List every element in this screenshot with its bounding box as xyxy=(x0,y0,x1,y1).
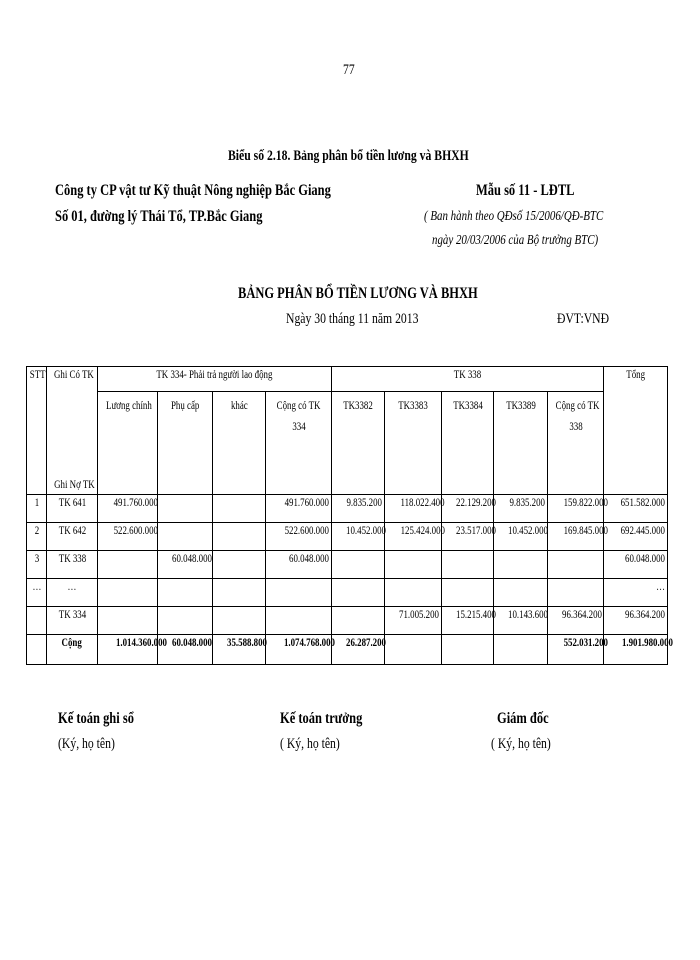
document-date: Ngày 30 tháng 11 năm 2013 xyxy=(286,311,419,327)
header-ghi-co: Ghi Có TK xyxy=(53,367,94,381)
table-row: TK 334 71.005.200 15.215.400 10.143.600 96.364.200 96.364.200 xyxy=(27,607,668,635)
header-stt: STT xyxy=(27,367,47,495)
header-group-338: TK 338 xyxy=(332,367,604,392)
header-phu-cap: Phụ cấp xyxy=(158,392,213,495)
signature-role-accountant: Kế toán ghi sổ xyxy=(58,710,134,727)
allocation-table xyxy=(26,366,674,665)
header-tk3389: TK3389 xyxy=(494,392,548,495)
table-row: 1 TK 641 491.760.000 491.760.000 9.835.200 118.022.400 22.129.200 9.835.200 159.822.000 651.582.000 xyxy=(27,495,668,523)
table-row: 3 TK 338 60.048.000 60.048.000 60.048.000 xyxy=(27,551,668,579)
signature-note-chief-accountant: ( Ký, họ tên) xyxy=(280,736,340,752)
header-group-334: TK 334- Phải trả người lao động xyxy=(98,367,332,392)
table-row: 2 TK 642 522.600.000 522.600.000 10.452.000 125.424.000 23.517.000 10.452.000 169.845.000 692.445.000 xyxy=(27,523,668,551)
header-khac: khác xyxy=(213,392,266,495)
template-note-line1: ( Ban hành theo QĐsố 15/2006/QĐ-BTC xyxy=(424,209,604,224)
signature-note-director: ( Ký, họ tên) xyxy=(491,736,551,752)
header-ghi-no: Ghi Nợ TK xyxy=(54,477,95,491)
header-tk3383: TK3383 xyxy=(385,392,442,495)
table-row: … … … xyxy=(27,579,668,607)
signature-note-accountant: (Ký, họ tên) xyxy=(58,736,115,752)
header-luong-chinh: Lương chính xyxy=(98,392,158,495)
signature-role-director: Giám đốc xyxy=(497,710,549,727)
company-address: Số 01, đường lý Thái Tổ, TP.Bắc Giang xyxy=(55,208,263,225)
signature-role-chief-accountant: Kế toán trưởng xyxy=(280,710,363,727)
header-cong-co-334: Cộng có TK 334 xyxy=(266,392,332,495)
header-account xyxy=(47,367,98,495)
table-total-row: Cộng 1.014.360.000 60.048.000 35.588.800 1.074.768.000 26.287.200 552.031.200 1.901.980.000 xyxy=(27,635,668,665)
company-name: Công ty CP vật tư Kỹ thuật Nông nghiệp Bắc Giang xyxy=(55,182,331,199)
header-tk3384: TK3384 xyxy=(442,392,494,495)
header-tk3382: TK3382 xyxy=(332,392,385,495)
form-title: Biểu số 2.18. Bảng phân bổ tiền lương và BHXH xyxy=(228,148,469,164)
table-header-row-2 xyxy=(27,392,668,495)
table-header-row-1 xyxy=(27,367,668,392)
page-number: 77 xyxy=(343,62,355,78)
document-title: BẢNG PHÂN BỔ TIỀN LƯƠNG VÀ BHXH xyxy=(238,285,478,302)
header-cong-co-338: Cộng có TK 338 xyxy=(548,392,604,495)
template-code: Mẫu số 11 - LĐTL xyxy=(476,182,575,199)
currency-unit: ĐVT:VNĐ xyxy=(557,311,610,327)
template-note-line2: ngày 20/03/2006 của Bộ trưởng BTC) xyxy=(432,233,599,248)
header-total: Tổng xyxy=(604,367,668,495)
